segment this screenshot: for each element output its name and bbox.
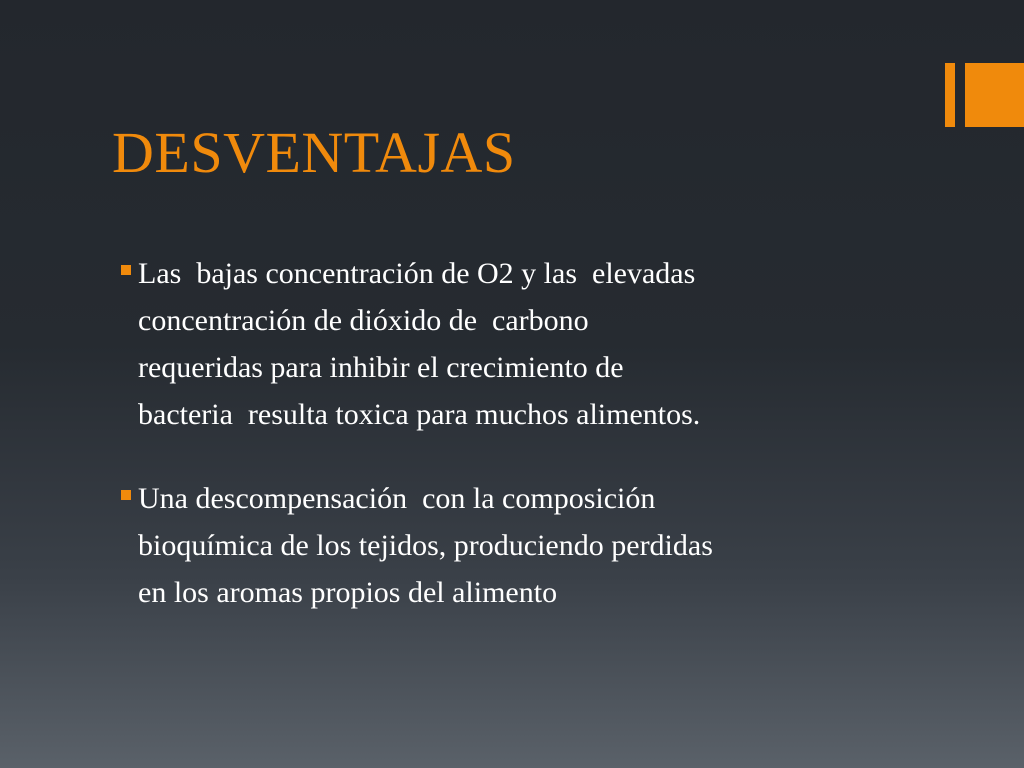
bullet-item bbox=[118, 475, 918, 616]
bullet-text: Las bajas concentración de O2 y las elevadas concentración de dióxido de carbono requeridas para inhibir el crecimiento de bacteria resulta toxica para muchos alimentos. bbox=[138, 257, 701, 431]
accent-thin-bar bbox=[945, 63, 955, 127]
square-bullet-icon bbox=[121, 490, 131, 500]
bullet-text: Una descompensación con la composición bioquímica de los tejidos, produciendo perdidas en los aromas propios del alimento bbox=[138, 482, 713, 609]
bullet-list bbox=[118, 250, 918, 653]
square-bullet-icon bbox=[121, 265, 131, 275]
accent-bars-decoration bbox=[945, 63, 1024, 127]
accent-block-bar bbox=[965, 63, 1024, 127]
slide-title: DESVENTAJAS bbox=[112, 120, 516, 185]
bullet-item bbox=[118, 250, 918, 438]
